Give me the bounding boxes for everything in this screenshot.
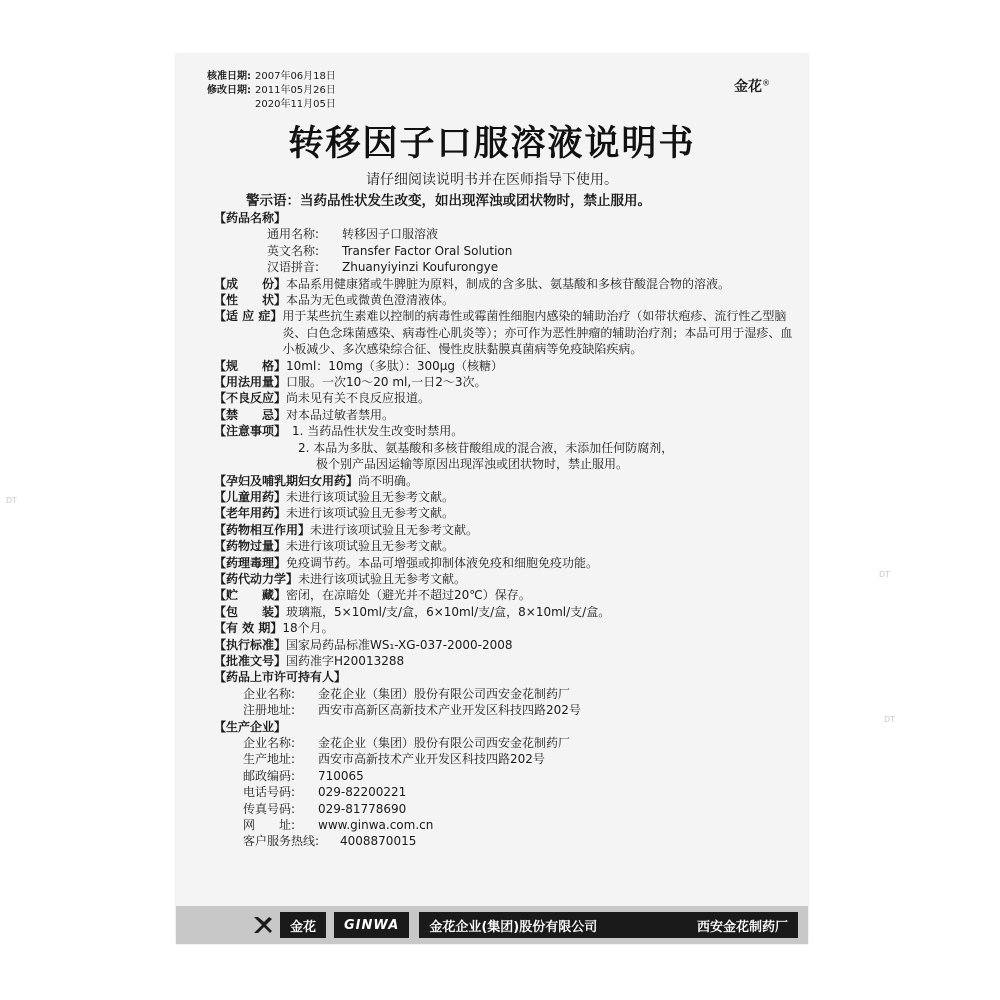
section-precautions: 【注意事项】 1. 当药品性状发生改变时禁用。 [214, 424, 464, 439]
section-manufacturer: 【生产企业】 [214, 719, 287, 734]
brand-bird-icon [252, 914, 274, 936]
section-interactions: 【药物相互作用】 未进行该项试验且无参考文献。 [214, 522, 479, 537]
footer-banner [176, 906, 808, 944]
pinyin-row: 汉语拼音: Zhuanyiyinzi Koufurongye [267, 260, 499, 275]
approval-date-label: 核准日期: [207, 71, 251, 82]
footer-brand-en: GINWA [334, 912, 409, 938]
section-standard: 【执行标准】 国家局药品标准WS₁-XG-037-2000-2008 [214, 637, 513, 652]
section-indications: 【适 应 症】 用于某些抗生素难以控制的病毒性或霉菌性细胞内感染的辅助治疗（如带状疱疹、流行性乙型脑炎、白色念珠菌感染、病毒性心肌炎等）；亦可作为恶性肿瘤的辅助治疗剂；本品可用于湿疹、血小板减少、多次感染综合征、慢性皮肤黏膜真菌病等免疫缺陷疾病。 [214, 309, 793, 357]
revision-date-label: 修改日期: [207, 85, 251, 96]
section-mah: 【药品上市许可持有人】 [214, 670, 347, 685]
section-approval-number: 【批准文号】 国药准字H20013288 [214, 653, 405, 668]
warning-text: 警示语：当药品性状发生改变，如出现浑浊或团状物时，禁止服用。 [246, 193, 651, 209]
section-adverse-reactions: 【不良反应】 尚未见有关不良反应报道。 [214, 391, 431, 406]
english-name-row: 英文名称: Transfer Factor Oral Solution [267, 243, 513, 258]
section-pregnancy: 【孕妇及哺乳期妇女用药】 尚不明确。 [214, 473, 419, 488]
footer-company-name: 金花企业(集团)股份有限公司 [429, 919, 598, 935]
section-specification: 【规 格】 10ml：10mg（多肽）：300μg（核糖） [214, 358, 504, 373]
mfr-web-row: 网 址: www.ginwa.com.cn [243, 818, 434, 833]
leaflet-content [214, 210, 794, 850]
mah-company-row: 企业名称: 金花企业（集团）股份有限公司西安金花制药厂 [243, 686, 571, 701]
section-description: 【性 状】 本品为无色或微黄色澄清液体。 [214, 293, 455, 308]
section-pediatric: 【儿童用药】 未进行该项试验且无参考文献。 [214, 489, 455, 504]
section-drug-name: 【药品名称】 [214, 211, 287, 225]
mfr-phone-row: 电话号码: 029-82200221 [243, 785, 407, 800]
watermark: DT [884, 715, 896, 724]
footer-company [419, 912, 798, 938]
revision-date-1: 2011年05月26日 [255, 85, 336, 96]
section-storage: 【贮 藏】 密闭，在凉暗处（避光并不超过20℃）保存。 [214, 588, 531, 603]
section-package: 【包 装】 玻璃瓶，5×10ml/支/盒，6×10ml/支/盒，8×10ml/支/盒。 [214, 604, 611, 619]
footer-brand-cn: 金花 [280, 912, 326, 938]
watermark: DT [6, 496, 18, 505]
section-validity: 【有 效 期】 18个月。 [214, 621, 334, 636]
mah-address-row: 注册地址: 西安市高新区高新技术产业开发区科技四路202号 [243, 703, 581, 718]
section-geriatric: 【老年用药】 未进行该项试验且无参考文献。 [214, 506, 455, 521]
section-pharmacology: 【药理毒理】 免疫调节药。本品可增强或抑制体液免疫和细胞免疫功能。 [214, 555, 599, 570]
watermark: DT [879, 570, 891, 579]
brand-logo: 金花® [734, 78, 770, 95]
revision-date-2: 2020年11月05日 [255, 99, 336, 110]
precaution-item-2: 2. 本品为多肽、氨基酸和多核苷酸组成的混合液，未添加任何防腐剂， [298, 440, 674, 455]
approval-date: 2007年06月18日 [255, 71, 336, 82]
section-contraindications: 【禁 忌】 对本品过敏者禁用。 [214, 407, 395, 422]
mfr-postal-row: 邮政编码: 710065 [243, 768, 364, 783]
section-composition: 【成 份】 本品系用健康猪或牛脾脏为原料，制成的含多肽、氨基酸和多核苷酸混合物的溶液。 [214, 276, 731, 291]
footer-factory-name: 西安金花制药厂 [696, 919, 788, 935]
document-title: 转移因子口服溶液说明书 [288, 124, 696, 164]
subtitle: 请仔细阅读说明书并在医师指导下使用。 [366, 172, 618, 188]
section-overdose: 【药物过量】 未进行该项试验且无参考文献。 [214, 539, 455, 554]
leaflet-sheet [176, 54, 808, 944]
mfr-fax-row: 传真号码: 029-81778690 [243, 801, 407, 816]
mfr-company-row: 企业名称: 金花企业（集团）股份有限公司西安金花制药厂 [243, 736, 571, 750]
precaution-item-2-cont: 极个别产品因运输等原因出现浑浊或团状物时，禁止服用。 [316, 457, 629, 472]
date-block [207, 70, 336, 112]
section-pharmacokinetics: 【药代动力学】 未进行该项试验且无参考文献。 [214, 571, 467, 586]
generic-name-row: 通用名称: 转移因子口服溶液 [267, 227, 439, 242]
section-dosage: 【用法用量】 口服。一次10～20 ml,一日2～3次。 [214, 375, 487, 390]
mfr-address-row: 生产地址: 西安市高新技术产业开发区科技四路202号 [243, 752, 545, 767]
mfr-hotline-row: 客户服务热线: 4008870015 [243, 834, 417, 849]
